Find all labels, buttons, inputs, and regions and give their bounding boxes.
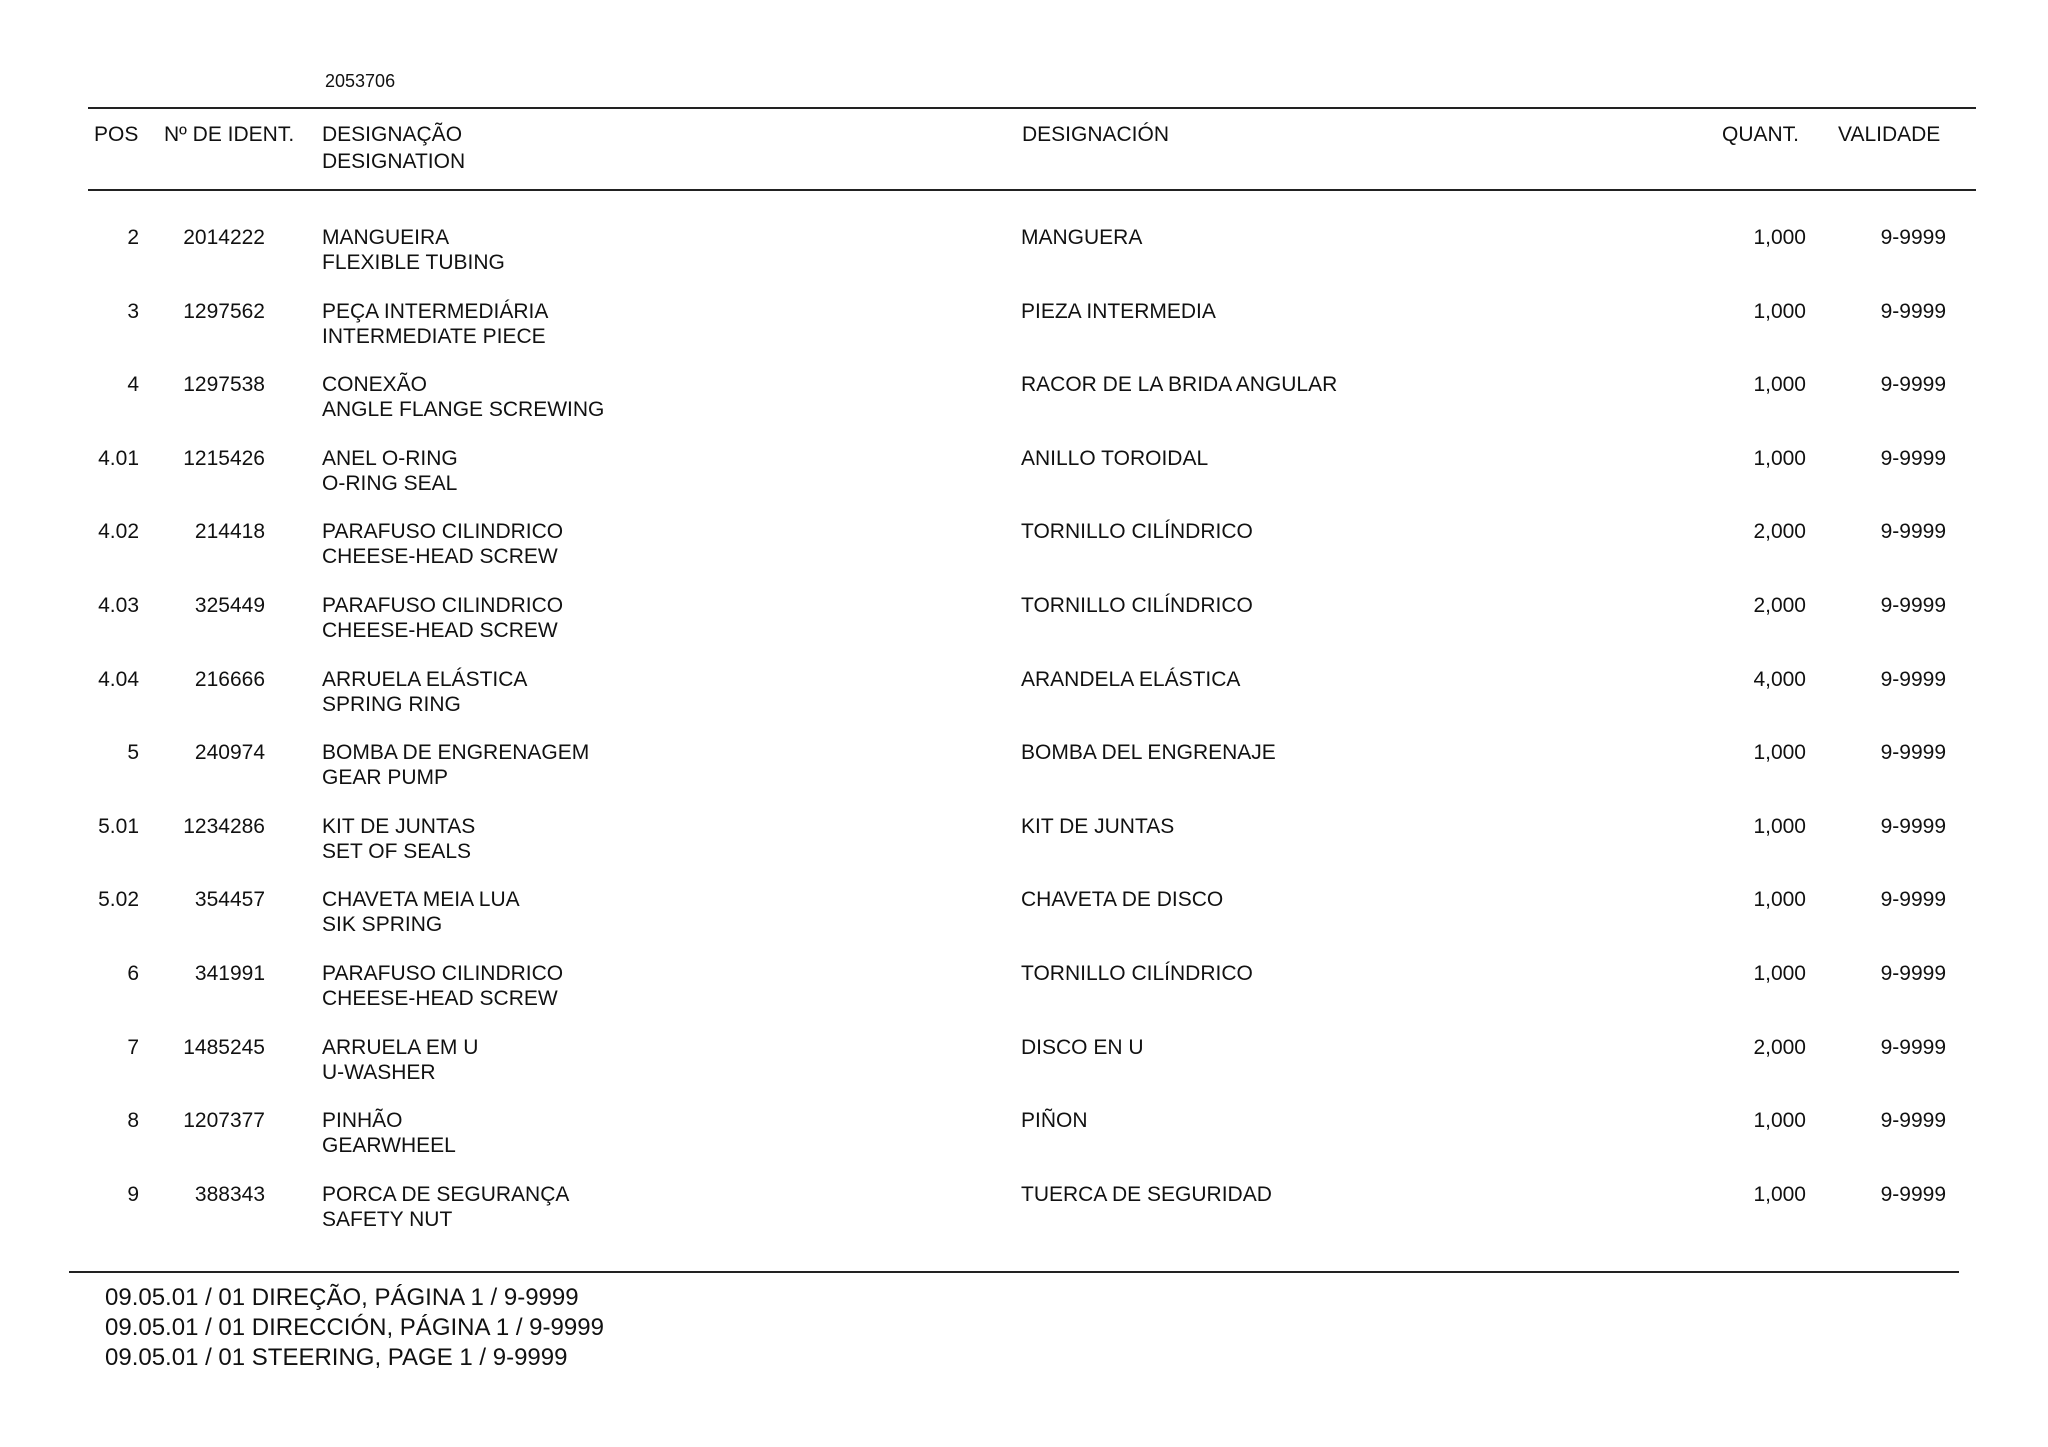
header-pos: POS — [94, 123, 139, 146]
footer-rule — [69, 1271, 1959, 1273]
row-designation-pt: CHAVETA MEIA LUA — [322, 888, 520, 912]
row-pos: 8 — [127, 1109, 139, 1133]
row-pos: 5.02 — [98, 888, 139, 912]
row-designation-en: INTERMEDIATE PIECE — [322, 324, 546, 348]
row-pos: 4.03 — [98, 594, 139, 617]
row-designation-en: O-RING SEAL — [322, 471, 458, 495]
row-pos: 4.01 — [98, 446, 139, 470]
table-row — [0, 372, 2048, 432]
document-number: 2053706 — [325, 71, 396, 91]
row-validity: 9-9999 — [1880, 741, 1946, 765]
header-quantity: QUANT. — [1722, 123, 1800, 146]
table-row — [0, 593, 2048, 653]
row-quantity: 2,000 — [1753, 594, 1806, 617]
row-designation-es: PIEZA INTERMEDIA — [1021, 299, 1216, 323]
row-designation-pt: ARRUELA ELÁSTICA — [322, 667, 528, 691]
row-quantity: 1,000 — [1753, 962, 1806, 985]
table-row — [0, 519, 2048, 579]
row-quantity: 1,000 — [1753, 446, 1806, 470]
row-designation-pt: PARAFUSO CILINDRICO — [322, 594, 564, 617]
row-designation-es: DISCO EN U — [1021, 1035, 1144, 1059]
header-ident: Nº DE IDENT. — [164, 123, 295, 146]
row-designation-es: TORNILLO CILÍNDRICO — [1021, 594, 1253, 617]
row-designation-pt: PEÇA INTERMEDIÁRIA — [322, 299, 549, 323]
row-designation-en: CHEESE-HEAD SCREW — [322, 987, 558, 1010]
row-validity: 9-9999 — [1880, 226, 1946, 249]
row-designation-pt: ARRUELA EM U — [322, 1035, 479, 1059]
row-designation — [322, 1035, 478, 1085]
row-quantity: 1,000 — [1753, 741, 1806, 765]
row-designation-en: CHEESE-HEAD SCREW — [322, 619, 558, 642]
row-designation-en: ANGLE FLANGE SCREWING — [322, 398, 605, 422]
row-validity: 9-9999 — [1880, 888, 1946, 912]
row-designation — [322, 887, 520, 937]
row-designation-es: TORNILLO CILÍNDRICO — [1021, 520, 1253, 544]
row-designation-pt: CONEXÃO — [322, 373, 428, 397]
row-designation — [322, 372, 604, 422]
row-ident: 214418 — [194, 520, 265, 544]
footer-line-es: 09.05.01 / 01 DIRECCIÓN, PÁGINA 1 / 9-9999 — [105, 1314, 604, 1341]
row-designation — [322, 593, 563, 643]
row-pos: 5.01 — [98, 814, 139, 838]
row-designation — [322, 225, 505, 275]
row-designation-en: SET OF SEALS — [322, 839, 471, 863]
row-designation-es: CHAVETA DE DISCO — [1021, 888, 1224, 912]
row-quantity: 4,000 — [1753, 667, 1806, 691]
table-row — [0, 740, 2048, 800]
row-designation-en: GEARWHEEL — [322, 1134, 456, 1158]
row-designation-pt: ANEL O-RING — [322, 446, 458, 470]
row-designation-en: SAFETY NUT — [322, 1207, 453, 1231]
row-designation-es: KIT DE JUNTAS — [1021, 814, 1175, 838]
table-row — [0, 225, 2048, 285]
header-designation-es: DESIGNACIÓN — [1022, 123, 1170, 146]
row-designation-pt: PINHÃO — [322, 1109, 403, 1133]
row-quantity: 1,000 — [1753, 1109, 1806, 1133]
header-validity: VALIDADE — [1838, 123, 1941, 146]
row-quantity: 1,000 — [1753, 814, 1806, 838]
row-ident: 388343 — [194, 1182, 265, 1206]
table-row — [0, 1108, 2048, 1168]
row-ident: 1485245 — [183, 1035, 265, 1059]
table-row — [0, 446, 2048, 506]
row-validity: 9-9999 — [1880, 962, 1946, 985]
row-pos: 3 — [127, 299, 139, 323]
row-pos: 9 — [127, 1182, 139, 1206]
row-pos: 4.02 — [98, 520, 139, 544]
row-designation — [322, 519, 563, 569]
row-designation — [322, 299, 548, 349]
row-pos: 4.04 — [98, 667, 139, 691]
row-validity: 9-9999 — [1880, 373, 1946, 397]
row-designation-pt: PARAFUSO CILINDRICO — [322, 962, 564, 985]
header-designation-pt: DESIGNAÇÃO — [322, 123, 463, 146]
row-designation-en: FLEXIBLE TUBING — [322, 251, 505, 274]
row-ident: 325449 — [194, 594, 265, 617]
footer-line-pt: 09.05.01 / 01 DIREÇÃO, PÁGINA 1 / 9-9999 — [105, 1284, 579, 1311]
header-top-rule — [88, 107, 1976, 109]
row-validity: 9-9999 — [1880, 1035, 1946, 1059]
row-designation-en: GEAR PUMP — [322, 766, 449, 790]
row-validity: 9-9999 — [1880, 814, 1946, 838]
row-pos: 5 — [127, 741, 139, 765]
page-footer — [105, 1283, 604, 1373]
row-quantity: 1,000 — [1753, 373, 1806, 397]
row-designation-es: PIÑON — [1021, 1109, 1088, 1133]
row-quantity: 1,000 — [1753, 299, 1806, 323]
row-ident: 1234286 — [183, 814, 265, 838]
row-ident: 1215426 — [183, 446, 265, 470]
header-bottom-rule — [88, 189, 1976, 191]
row-designation-pt: PARAFUSO CILINDRICO — [322, 520, 564, 544]
row-validity: 9-9999 — [1880, 1182, 1946, 1206]
row-ident: 1207377 — [183, 1109, 265, 1133]
row-designation-en: U-WASHER — [322, 1060, 436, 1084]
row-ident: 216666 — [194, 667, 265, 691]
table-row — [0, 1035, 2048, 1095]
table-row — [0, 667, 2048, 727]
row-ident: 354457 — [194, 888, 265, 912]
row-designation — [322, 814, 475, 864]
row-designation-es: ANILLO TOROIDAL — [1021, 446, 1209, 470]
row-designation-es: ARANDELA ELÁSTICA — [1021, 667, 1241, 691]
row-validity: 9-9999 — [1880, 446, 1946, 470]
row-ident: 341991 — [194, 962, 265, 985]
row-designation-pt: BOMBA DE ENGRENAGEM — [322, 741, 590, 765]
row-designation — [322, 667, 527, 717]
row-designation-en: SIK SPRING — [322, 913, 443, 937]
row-designation — [322, 740, 589, 790]
row-designation-en: CHEESE-HEAD SCREW — [322, 545, 558, 569]
row-designation-pt: KIT DE JUNTAS — [322, 814, 476, 838]
row-designation — [322, 961, 563, 1011]
row-designation — [322, 1182, 569, 1232]
row-validity: 9-9999 — [1880, 520, 1946, 544]
table-row — [0, 814, 2048, 874]
table-row — [0, 961, 2048, 1021]
row-validity: 9-9999 — [1880, 1109, 1946, 1133]
row-designation-es: MANGUERA — [1021, 226, 1143, 249]
row-pos: 7 — [127, 1035, 139, 1059]
row-ident: 240974 — [194, 741, 265, 765]
row-ident: 1297538 — [183, 373, 265, 397]
table-row — [0, 299, 2048, 359]
row-quantity: 1,000 — [1753, 888, 1806, 912]
row-validity: 9-9999 — [1880, 299, 1946, 323]
row-designation-en: SPRING RING — [322, 692, 461, 716]
row-ident: 2014222 — [183, 226, 265, 249]
row-quantity: 2,000 — [1753, 1035, 1806, 1059]
row-designation — [322, 1108, 456, 1158]
row-quantity: 1,000 — [1753, 1182, 1806, 1206]
row-designation — [322, 446, 458, 496]
row-designation-es: RACOR DE LA BRIDA ANGULAR — [1021, 373, 1338, 397]
row-designation-es: TORNILLO CILÍNDRICO — [1021, 962, 1253, 985]
header-designation — [322, 121, 465, 175]
table-row — [0, 1182, 2048, 1242]
row-designation-es: BOMBA DEL ENGRENAJE — [1021, 741, 1276, 765]
row-designation-pt: PORCA DE SEGURANÇA — [322, 1182, 570, 1206]
row-validity: 9-9999 — [1880, 594, 1946, 617]
row-designation-pt: MANGUEIRA — [322, 226, 450, 249]
row-ident: 1297562 — [183, 299, 265, 323]
header-designation-en: DESIGNATION — [322, 150, 466, 173]
row-pos: 2 — [127, 226, 139, 249]
row-pos: 6 — [127, 962, 139, 985]
row-designation-es: TUERCA DE SEGURIDAD — [1021, 1182, 1272, 1206]
row-quantity: 1,000 — [1753, 226, 1806, 249]
footer-line-en: 09.05.01 / 01 STEERING, PAGE 1 / 9-9999 — [105, 1344, 568, 1371]
table-row — [0, 887, 2048, 947]
row-quantity: 2,000 — [1753, 520, 1806, 544]
row-pos: 4 — [127, 373, 139, 397]
row-validity: 9-9999 — [1880, 667, 1946, 691]
